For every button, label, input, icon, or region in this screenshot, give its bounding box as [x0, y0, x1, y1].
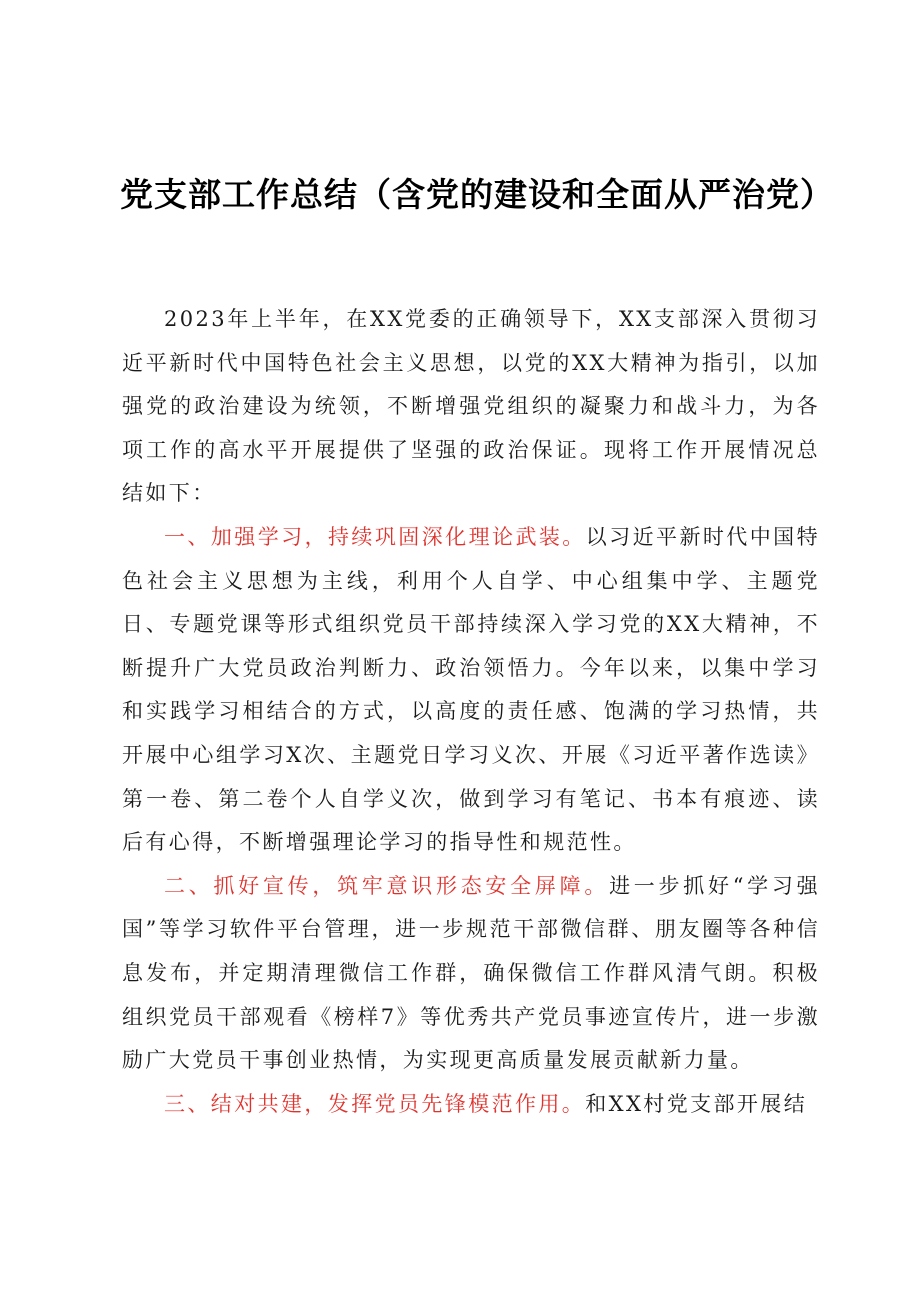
section-1-paragraph [122, 516, 820, 865]
section-2-text: 进一步抓好“学习强国”等学习软件平台管理，进一步规范干部微信群、朋友圈等各种信息发布，并定期清理微信工作群，确保微信工作群风清气朗。积极组织党员干部观看《榜样7》等优秀共产党员事迹宣传片，进一步激励广大党员干事创业热情，为实现更高质量发展贡献新力量。 [122, 873, 820, 1073]
document-body [122, 298, 820, 1126]
section-2-heading: 二、抓好宣传，筑牢意识形态安全屏障。 [164, 873, 610, 898]
section-3-heading: 三、结对共建，发挥党员先锋模范作用。 [164, 1091, 586, 1116]
section-1-heading: 一、加强学习，持续巩固深化理论武装。 [164, 524, 586, 549]
document-title: 党支部工作总结（含党的建设和全面从严治党） [120, 175, 834, 214]
intro-paragraph: 2023年上半年，在XX党委的正确领导下，XX支部深入贯彻习近平新时代中国特色社会主义思想，以党的XX大精神为指引，以加强党的政治建设为统领，不断增强党组织的凝聚力和战斗力，为各项工作的高水平开展提供了坚强的政治保证。现将工作开展情况总结如下： [122, 307, 820, 506]
section-3-paragraph [122, 1083, 820, 1127]
section-3-text: 和XX村党支部开展结 [585, 1091, 808, 1116]
section-2-paragraph [122, 865, 820, 1083]
section-1-text: 以习近平新时代中国特色社会主义思想为主线，利用个人自学、中心组集中学、主题党日、专题党课等形式组织党员干部持续深入学习党的XX大精神，不断提升广大党员政治判断力、政治领悟力。今年以来，以集中学习和实践学习相结合的方式，以高度的责任感、饱满的学习热情，共开展中心组学习X次、主题党日学习义次、开展《习近平著作选读》第一卷、第二卷个人自学义次，做到学习有笔记、书本有痕迹、读后有心得，不断增强理论学习的指导性和规范性。 [122, 524, 820, 855]
